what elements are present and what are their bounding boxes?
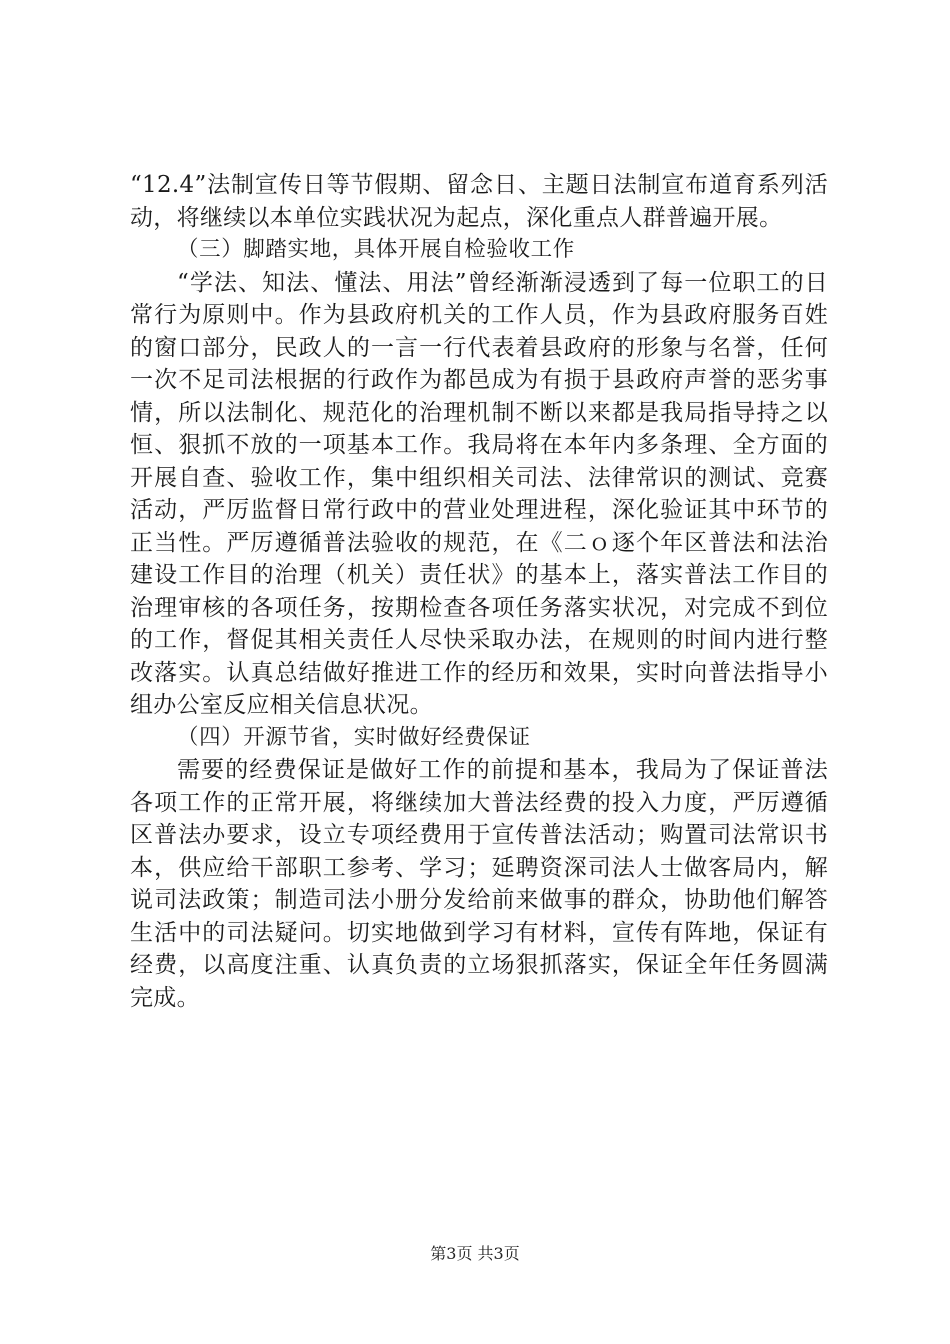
section-heading-3: （三）脚踏实地，具体开展自检验收工作	[177, 237, 575, 262]
page-number-footer: 第3页 共3页	[430, 1244, 520, 1263]
section-heading-4: （四）开源节省，实时做好经费保证	[177, 724, 531, 750]
paragraph-funding: 需要的经费保证是做好工作的前提和基本，我局为了保证普法各项工作的正常开展，将继续加大普法经费的投入力度，严厉遵循区普法办要求，设立专项经费用于宣传普法活动；购置司法常识书本，供应给干部职工参考、学习；延聘资深司法人士做客局内，解说司法政策；制造司法小册分发给前来做事的群众，协助他们解答生活中的司法疑问。切实地做到学习有材料，宣传有阵地，保证有经费，以高度注重、认真负责的立场狠抓落实，保证全年任务圆满完成。	[130, 757, 828, 1011]
paragraph-continuation: “12.4”法制宣传日等节假期、留念日、主题日法制宣布道育系列活动，将继续以本单位实践状况为起点，深化重点人群普遍开展。	[130, 172, 828, 231]
paragraph-self-inspection: “学法、知法、懂法、用法”曾经渐渐浸透到了每一位职工的日常行为原则中。作为县政府机关的工作人员，作为县政府服务百姓的窗口部分，民政人的一言一行代表着县政府的形象与名誉，任何一次不足司法根据的行政作为都邑成为有损于县政府声誉的恶劣事情，所以法制化、规范化的治理机制不断以来都是我局指导持之以恒、狠抓不放的一项基本工作。我局将在本年内多条理、全方面的开展自查、验收工作，集中组织相关司法、法律常识的测试、竞赛活动，严厉监督日常行政中的营业处理进程，深化验证其中环节的正当性。严厉遵循普法验收的规范，在《二ｏ逐个年区普法和法治建设工作目的治理（机关）责任状》的基本上，落实普法工作目的治理审核的各项任务，按期检查各项任务落实状况，对完成不到位的工作，督促其相关责任人尽快采取办法，在规则的时间内进行整改落实。认真总结做好推进工作的经历和效果，实时向普法指导小组办公室反应相关信息状况。	[130, 269, 828, 718]
document-body	[130, 169, 828, 1014]
